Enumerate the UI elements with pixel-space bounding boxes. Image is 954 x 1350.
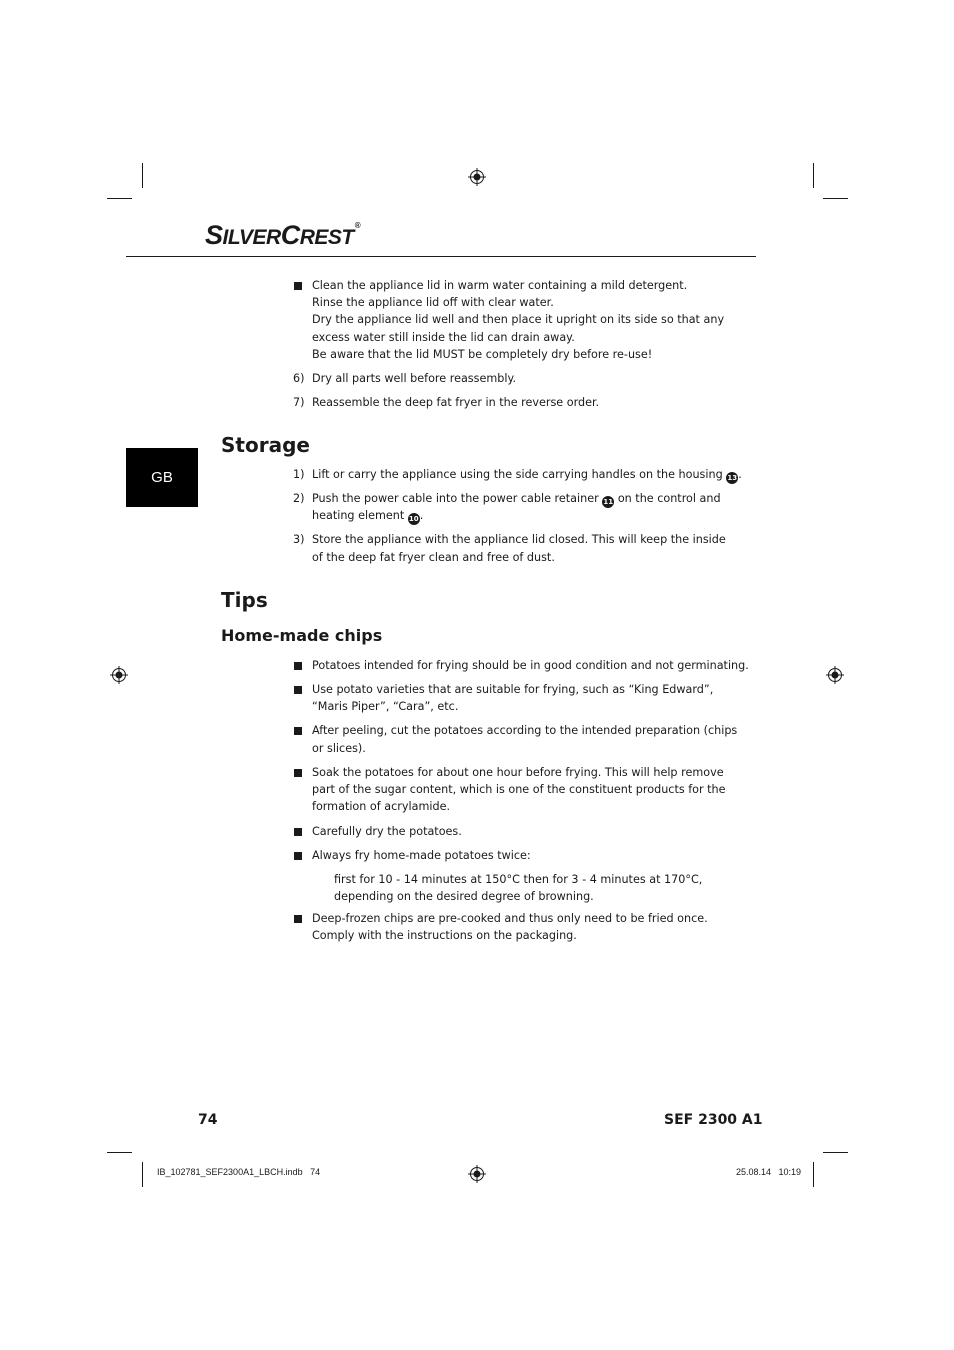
tip-text: formation of acrylamide. [312, 800, 451, 813]
crop-mark [107, 198, 132, 199]
step-number: 3) [293, 533, 305, 546]
step-text: of the deep fat fryer clean and free of dust. [312, 551, 555, 564]
bullet-icon [294, 662, 302, 670]
step-text: heating element 10. [312, 509, 424, 523]
step-text: Store the appliance with the appliance lid closed. This will keep the inside [312, 533, 726, 546]
bullet-icon [294, 282, 302, 290]
intro-line: Rinse the appliance lid off with clear water. [312, 296, 554, 309]
bullet-icon [294, 828, 302, 836]
registration-mark-icon [468, 168, 486, 186]
print-slug-date: 25.08.14 10:19 [736, 1167, 802, 1177]
storage-heading: Storage [221, 433, 310, 457]
bullet-icon [294, 686, 302, 694]
model-number: SEF 2300 A1 [664, 1112, 763, 1128]
crop-mark [813, 163, 814, 188]
crop-mark [813, 1162, 814, 1187]
part-reference-icon: 11 [603, 498, 614, 506]
tip-text: Deep-frozen chips are pre-cooked and thus only need to be fried once. [312, 912, 708, 925]
bullet-icon [294, 915, 302, 923]
tip-text: Potatoes intended for frying should be in good condition and not germinating. [312, 659, 749, 672]
crop-mark [142, 163, 143, 188]
home-made-chips-heading: Home-made chips [221, 626, 383, 645]
crop-mark [823, 1152, 848, 1153]
brand-logo: SILVERCREST® [205, 220, 361, 250]
intro-line: Be aware that the lid MUST be completely dry before re-use! [312, 348, 653, 361]
bullet-icon [294, 769, 302, 777]
step-number: 6) [293, 372, 305, 385]
tip-text: “Maris Piper”, “Cara”, etc. [312, 700, 459, 713]
print-slug-file: IB_102781_SEF2300A1_LBCH.indb 74 [157, 1167, 321, 1177]
registration-mark-icon [826, 666, 844, 684]
tip-subtext: first for 10 - 14 minutes at 150°C then for 3 - 4 minutes at 170°C, [334, 873, 703, 886]
tip-text: Soak the potatoes for about one hour before frying. This will help remove [312, 766, 724, 779]
registration-mark-icon [468, 1165, 486, 1183]
step-number: 1) [293, 468, 305, 481]
part-reference-icon: 13 [727, 474, 738, 482]
tip-text: Carefully dry the potatoes. [312, 825, 462, 838]
tip-subtext: depending on the desired degree of browning. [334, 890, 594, 903]
intro-line: Dry the appliance lid well and then place it upright on its side so that any [312, 313, 725, 326]
page-number: 74 [198, 1112, 218, 1128]
tips-heading: Tips [221, 588, 268, 612]
bullet-icon [294, 852, 302, 860]
intro-line: Clean the appliance lid in warm water containing a mild detergent. [312, 279, 688, 292]
tip-text: or slices). [312, 742, 366, 755]
crop-mark [823, 198, 848, 199]
registration-mark-icon [110, 666, 128, 684]
tip-text: Comply with the instructions on the packaging. [312, 929, 577, 942]
intro-line: excess water still inside the lid can drain away. [312, 331, 575, 344]
tip-text: Always fry home-made potatoes twice: [312, 849, 531, 862]
crop-mark [142, 1162, 143, 1187]
tip-text: part of the sugar content, which is one of the constituent products for the [312, 783, 726, 796]
tip-text: After peeling, cut the potatoes according to the intended preparation (chips [312, 724, 738, 737]
part-reference-icon: 10 [408, 515, 419, 523]
language-tab: GB [126, 448, 198, 507]
header-rule [126, 256, 756, 257]
step-text: Lift or carry the appliance using the side carrying handles on the housing 13. [312, 468, 742, 482]
crop-mark [107, 1152, 132, 1153]
step-text: Push the power cable into the power cable retainer 11 on the control and [312, 492, 721, 506]
tip-text: Use potato varieties that are suitable for frying, such as “King Edward”, [312, 683, 714, 696]
step-number: 2) [293, 492, 305, 505]
registered-mark: ® [354, 221, 361, 230]
step-number: 7) [293, 396, 305, 409]
bullet-icon [294, 727, 302, 735]
step-text: Reassemble the deep fat fryer in the reverse order. [312, 396, 600, 409]
step-text: Dry all parts well before reassembly. [312, 372, 517, 385]
